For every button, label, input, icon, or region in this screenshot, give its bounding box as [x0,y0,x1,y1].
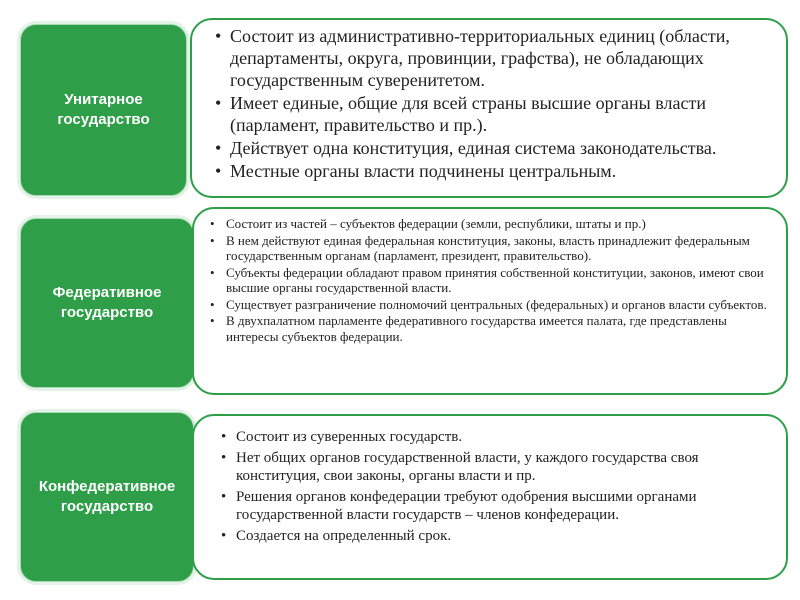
list-item: • Состоит из суверенных государств. [218,428,772,446]
list-item: • Местные органы власти подчинены центральным. [212,160,774,182]
list-item: • Существует разграничение полномочий центральных (федеральных) и органов власти субъектов. [208,297,772,313]
confederal-features-box [192,414,788,580]
unitary-features-list [212,25,774,182]
list-item: • Состоит из частей – субъектов федерации (земли, республики, штаты и пр.) [208,216,772,232]
list-item: • Решения органов конфедерации требуют одобрения высшими органами государственной власти государств – членов конфедерации. [218,488,772,524]
list-item: • Субъекты федерации обладают правом принятия собственной конституции, законов, имеют свои высшие органы государственной власти. [208,265,772,296]
federal-label: Федеративное государство [20,218,194,388]
list-item: • В двухпалатном парламенте федеративного государства имеется палата, где представлены интересы субъектов федерации. [208,313,772,344]
confederal-features-list [218,428,772,545]
federal-features-list [208,216,772,344]
confederal-label: Конфедеративное государство [20,412,194,582]
list-item: • Нет общих органов государственной власти, у каждого государства своя конституция, свои законы, органы власти и пр. [218,449,772,485]
list-item: • Действует одна конституция, единая система законодательства. [212,137,774,159]
list-item: • Имеет единые, общие для всей страны высшие органы власти (парламент, правительство и пр.). [212,92,774,136]
list-item: • Состоит из административно-территориальных единиц (области, департаменты, округа, провинции, графства), не обладающих государственным суверенитетом. [212,25,774,91]
unitary-features-box [190,18,788,198]
list-item: • Создается на определенный срок. [218,527,772,545]
unitary-label: Унитарное государство [20,24,187,196]
federal-features-box [192,207,788,395]
list-item: • В нем действуют единая федеральная конституция, законы, власть принадлежит федеральным государственным органам (парламент, президент, правительство). [208,233,772,264]
